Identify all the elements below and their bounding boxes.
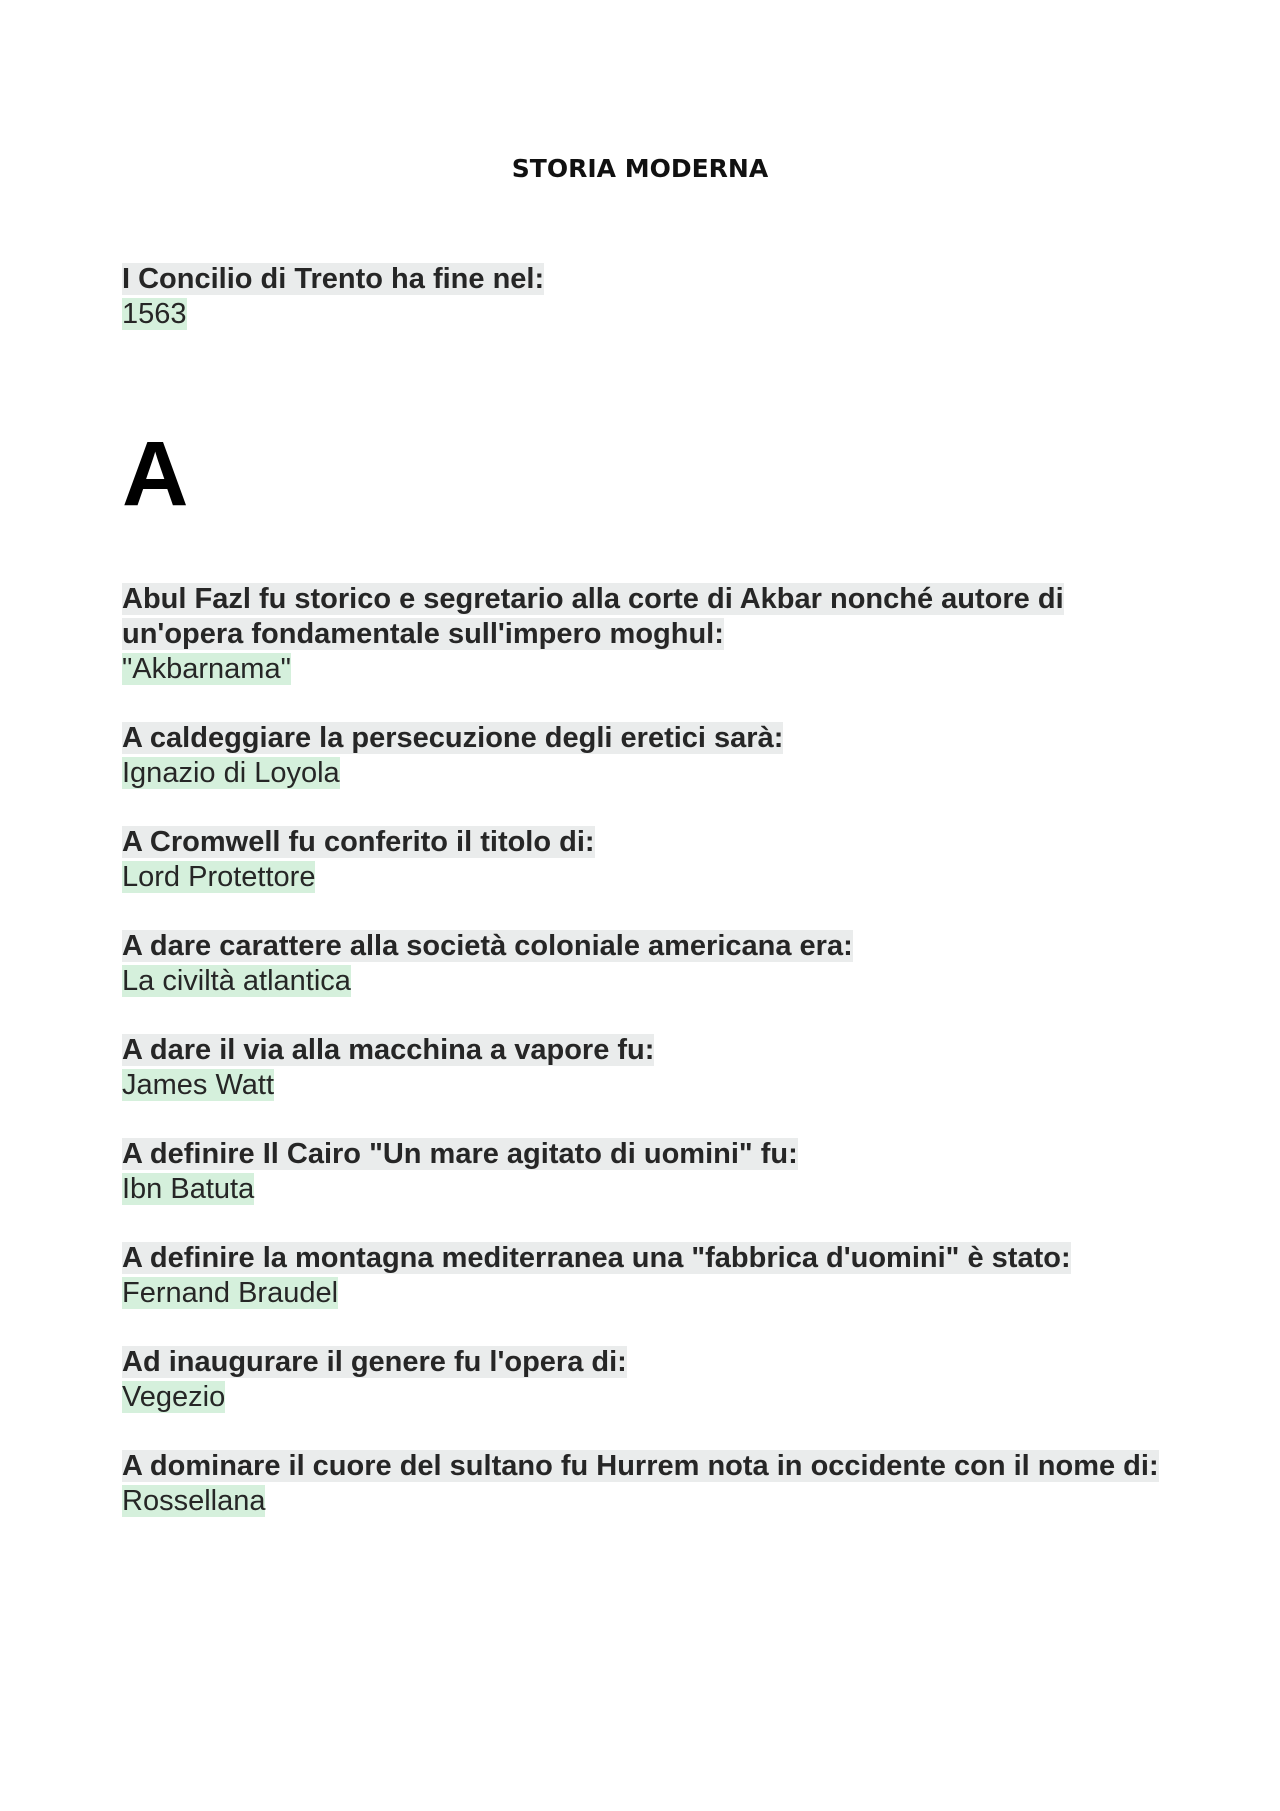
question [122, 262, 1182, 297]
qa-item [122, 1345, 1182, 1415]
answer [122, 860, 1182, 895]
qa-item [122, 721, 1182, 791]
answer-text: "Akbarnama" [122, 653, 291, 685]
page-title: STORIA MODERNA [511, 154, 769, 183]
qa-item [122, 582, 1182, 687]
answer-text: Ibn Batuta [122, 1173, 255, 1205]
question [122, 1033, 1182, 1068]
question [122, 1345, 1182, 1380]
section-letter-heading: A [122, 423, 189, 525]
question [122, 1137, 1182, 1172]
question-text: A dare il via alla macchina a vapore fu: [122, 1034, 655, 1066]
question-text: A dare carattere alla società coloniale americana era: [122, 930, 853, 962]
answer-text: Rossellana [122, 1485, 266, 1517]
question-text: A definire la montagna mediterranea una "fabbrica d'uomini" è stato: [122, 1242, 1071, 1274]
question-text: A caldeggiare la persecuzione degli eretici sarà: [122, 722, 784, 754]
question-text: A dominare il cuore del sultano fu Hurrem nota in occidente con il nome di: [122, 1450, 1159, 1482]
answer [122, 964, 1182, 999]
answer-text: 1563 [122, 298, 187, 330]
answer [122, 1380, 1182, 1415]
qa-item [122, 1449, 1182, 1519]
question-text: Ad inaugurare il genere fu l'opera di: [122, 1346, 627, 1378]
question [122, 1241, 1182, 1276]
question-text: A definire Il Cairo "Un mare agitato di uomini" fu: [122, 1138, 798, 1170]
question [122, 929, 1182, 964]
answer [122, 1484, 1182, 1519]
question [122, 582, 1182, 652]
document-body [122, 262, 1182, 1519]
qa-item [122, 1241, 1182, 1311]
qa-item [122, 825, 1182, 895]
answer [122, 1068, 1182, 1103]
answer [122, 652, 1182, 687]
qa-item [122, 1137, 1182, 1207]
question-text: I Concilio di Trento ha fine nel: [122, 263, 545, 295]
question [122, 825, 1182, 860]
intro-qa [122, 262, 1182, 332]
question [122, 1449, 1182, 1484]
answer [122, 1172, 1182, 1207]
answer-text: La civiltà atlantica [122, 965, 351, 997]
question-text: Abul Fazl fu storico e segretario alla corte di Akbar nonché autore di un'opera fondamentale sull'impero moghul: [122, 583, 1064, 650]
question-text: A Cromwell fu conferito il titolo di: [122, 826, 595, 858]
answer [122, 297, 1182, 332]
answer-text: Ignazio di Loyola [122, 757, 340, 789]
answer [122, 756, 1182, 791]
answer-text: James Watt [122, 1069, 275, 1101]
question [122, 721, 1182, 756]
qa-item [122, 929, 1182, 999]
answer-text: Fernand Braudel [122, 1277, 339, 1309]
answer-text: Lord Protettore [122, 861, 316, 893]
qa-item [122, 1033, 1182, 1103]
answer-text: Vegezio [122, 1381, 226, 1413]
answer [122, 1276, 1182, 1311]
